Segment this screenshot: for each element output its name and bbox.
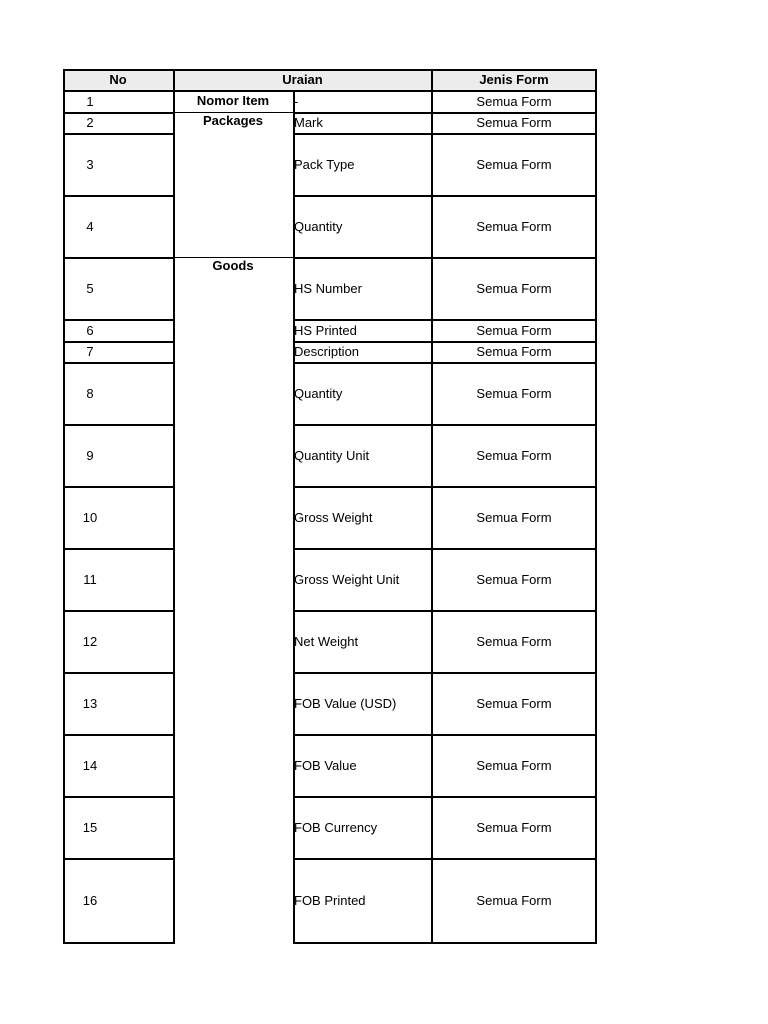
row-number: 3 xyxy=(86,156,94,172)
grid-line xyxy=(293,341,596,343)
grid-line xyxy=(293,610,596,612)
grid-line xyxy=(293,90,295,944)
grid-line xyxy=(63,548,173,550)
field-name: Description xyxy=(294,344,360,359)
field-name: Quantity xyxy=(294,385,343,401)
grid-line xyxy=(173,257,293,258)
row-number: 7 xyxy=(86,344,94,359)
grid-line xyxy=(63,90,596,92)
form-type: Semua Form xyxy=(476,156,552,172)
grid-line xyxy=(63,486,173,488)
grid-line xyxy=(293,257,596,259)
grid-line xyxy=(595,69,597,944)
row-number: 1 xyxy=(86,93,94,109)
grid-line xyxy=(293,942,596,944)
grid-line xyxy=(63,195,173,197)
form-type: Semua Form xyxy=(476,115,552,130)
grid-line xyxy=(293,424,596,426)
item-fields-table xyxy=(63,69,596,944)
field-name: Quantity Unit xyxy=(294,447,370,463)
grid-line xyxy=(293,486,596,488)
form-type: Semua Form xyxy=(476,344,552,359)
row-number: 4 xyxy=(86,218,94,234)
row-number: 9 xyxy=(86,447,94,463)
grid-line xyxy=(63,69,65,944)
grid-line xyxy=(63,942,173,944)
form-type: Semua Form xyxy=(476,571,552,587)
field-name: HS Number xyxy=(294,280,362,296)
row-number: 15 xyxy=(82,819,98,835)
field-name: HS Printed xyxy=(294,322,357,338)
row-number: 6 xyxy=(86,322,94,338)
grid-line xyxy=(293,133,596,135)
header-no: No xyxy=(63,69,173,90)
grid-line xyxy=(173,69,175,944)
grid-line xyxy=(293,362,596,364)
grid-line xyxy=(63,672,173,674)
grid-line xyxy=(63,734,173,736)
field-name: FOB Currency xyxy=(294,819,378,835)
field-name: Quantity xyxy=(294,218,343,234)
row-number: 8 xyxy=(86,385,94,401)
row-number: 12 xyxy=(82,633,98,649)
header-jenis-form: Jenis Form xyxy=(432,69,596,90)
field-name: Gross Weight xyxy=(294,509,373,525)
grid-line xyxy=(293,858,596,860)
form-type: Semua Form xyxy=(476,633,552,649)
grid-line xyxy=(63,133,173,135)
row-number: 10 xyxy=(82,509,98,525)
form-type: Semua Form xyxy=(476,893,552,908)
grid-line xyxy=(63,69,596,71)
form-type: Semua Form xyxy=(476,385,552,401)
group-goods: Goods xyxy=(212,258,254,273)
group-nomor-item: Nomor Item xyxy=(196,93,270,108)
grid-line xyxy=(293,319,596,321)
field-name: FOB Value xyxy=(294,757,357,773)
form-type: Semua Form xyxy=(476,93,552,109)
field-name: FOB Printed xyxy=(294,893,366,908)
grid-line xyxy=(293,672,596,674)
grid-line xyxy=(293,734,596,736)
grid-line xyxy=(173,112,293,113)
field-name: Gross Weight Unit xyxy=(294,571,400,587)
form-type: Semua Form xyxy=(476,447,552,463)
grid-line xyxy=(63,341,173,343)
field-name: Pack Type xyxy=(294,156,355,172)
grid-line xyxy=(63,796,173,798)
field-name: Net Weight xyxy=(294,633,359,649)
grid-line xyxy=(63,112,173,114)
header-uraian: Uraian xyxy=(174,69,431,90)
grid-line xyxy=(293,195,596,197)
form-type: Semua Form xyxy=(476,757,552,773)
grid-line xyxy=(431,69,433,944)
row-number: 16 xyxy=(82,893,98,908)
grid-line xyxy=(63,610,173,612)
grid-line xyxy=(63,257,173,259)
field-name: Mark xyxy=(294,115,323,130)
form-type: Semua Form xyxy=(476,695,552,711)
grid-line xyxy=(63,858,173,860)
grid-line xyxy=(293,796,596,798)
row-number: 13 xyxy=(82,695,98,711)
row-number: 2 xyxy=(86,115,94,130)
form-type: Semua Form xyxy=(476,218,552,234)
form-type: Semua Form xyxy=(476,322,552,338)
grid-line xyxy=(293,548,596,550)
grid-line xyxy=(63,319,173,321)
grid-line xyxy=(63,424,173,426)
row-number: 14 xyxy=(82,757,98,773)
row-number: 5 xyxy=(86,280,94,296)
group-packages: Packages xyxy=(203,113,263,128)
form-type: Semua Form xyxy=(476,280,552,296)
field-name: - xyxy=(294,93,299,109)
field-name: FOB Value (USD) xyxy=(294,695,397,711)
form-type: Semua Form xyxy=(476,819,552,835)
row-number: 11 xyxy=(83,571,97,587)
grid-line xyxy=(63,362,173,364)
form-type: Semua Form xyxy=(476,509,552,525)
grid-line xyxy=(293,112,596,114)
